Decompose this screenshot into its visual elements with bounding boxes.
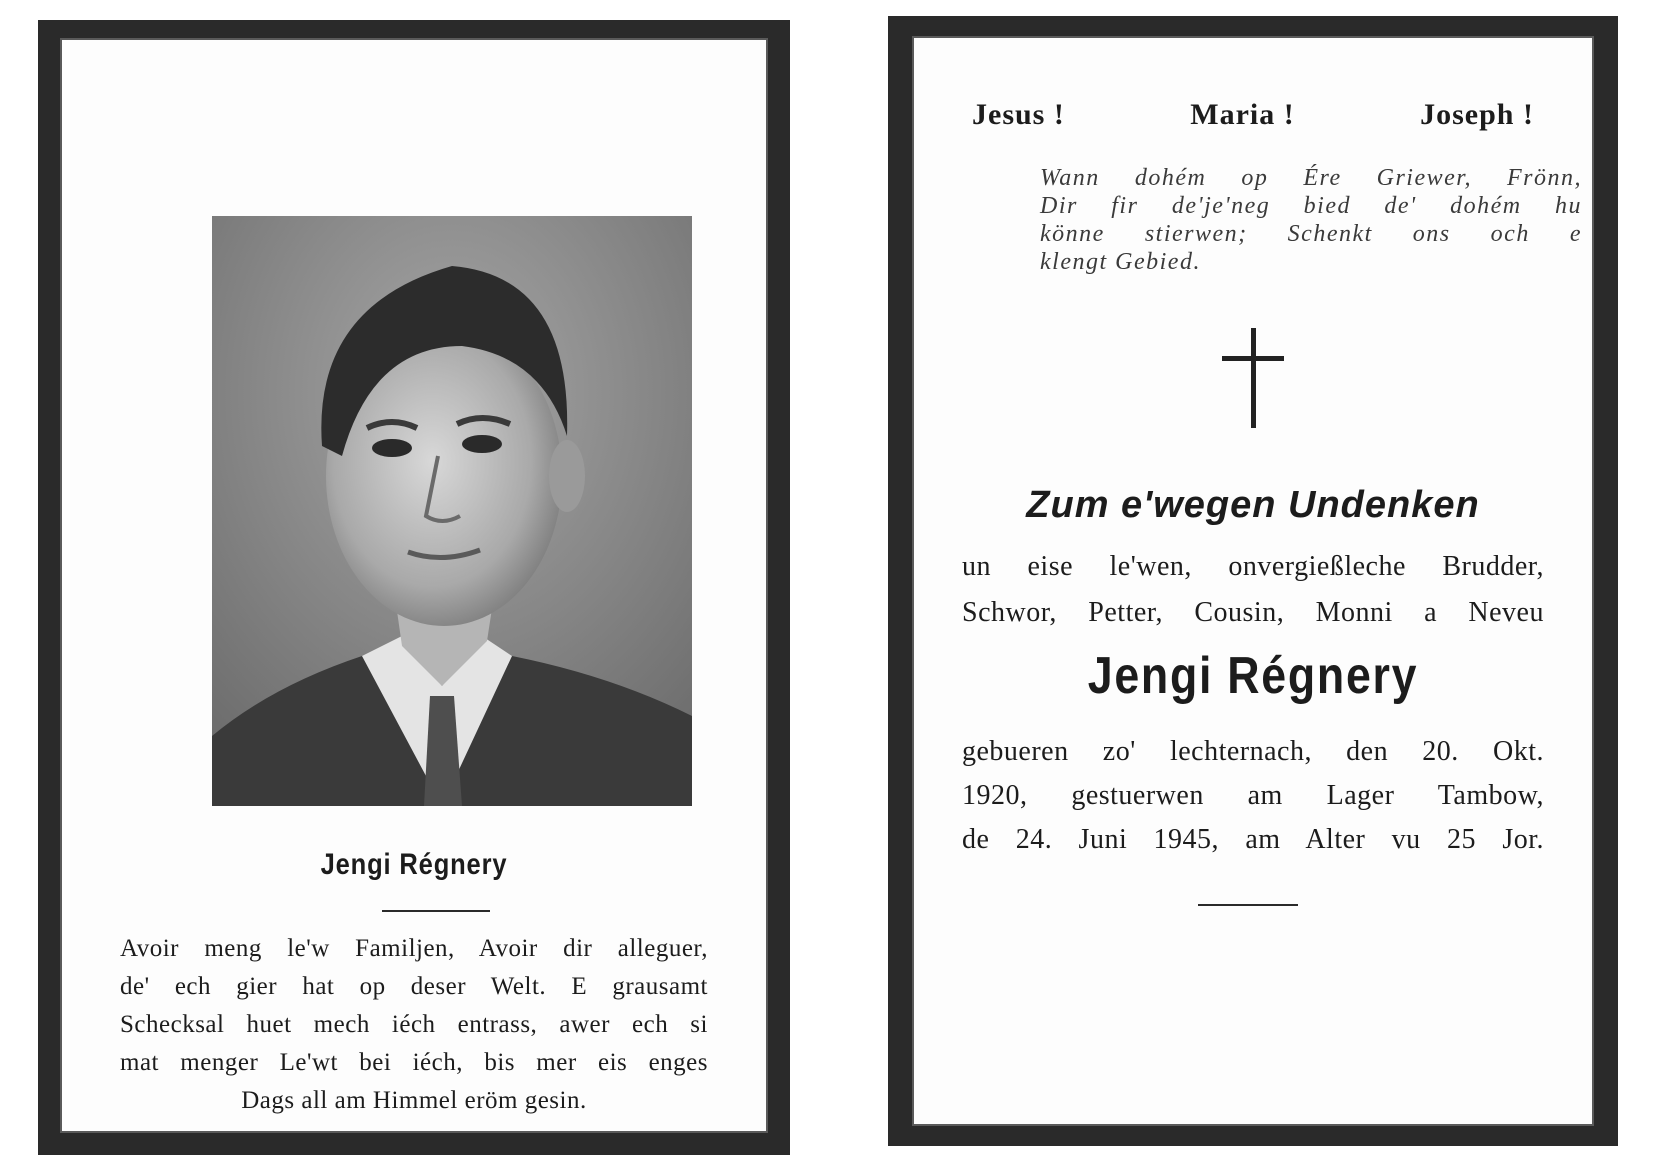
prayer-line: Wann dohém op Ére Griewer, Frönn, (1040, 165, 1582, 191)
deceased-name-large: Jengi Régnery (1087, 647, 1419, 705)
deceased-name: Jengi Régnery (320, 848, 508, 881)
divider-line (382, 910, 490, 912)
relation-text (962, 544, 1544, 636)
divider-line (1198, 904, 1298, 906)
farewell-line: Avoir meng le'w Familjen, Avoir dir alleguer, (120, 935, 708, 962)
memory-title: Zum e'wegen Undenken (1026, 484, 1480, 526)
memorial-card-right (888, 16, 1618, 1146)
prayer-text (1040, 164, 1582, 276)
invocation-jesus: Jesus ! (972, 98, 1065, 131)
birth-death-text (962, 730, 1544, 862)
prayer-line: Dir fir de'je'neg bied de' dohém hu (1040, 193, 1582, 219)
date-line: de 24. Juni 1945, am Alter vu 25 Jor. (962, 824, 1544, 855)
farewell-text (120, 930, 708, 1120)
invocation-joseph: Joseph ! (1420, 98, 1534, 131)
portrait-photo (212, 216, 692, 806)
memorial-card-left (38, 20, 790, 1155)
memorial-card-left-content (60, 38, 768, 1133)
portrait-illustration (212, 216, 692, 806)
invocations (972, 98, 1534, 132)
date-line: 1920, gestuerwen am Lager Tambow, (962, 780, 1544, 811)
cross-icon-horizontal (1222, 356, 1284, 361)
farewell-line: Dags all am Himmel eröm gesin. (241, 1087, 587, 1114)
relation-line: un eise le'wen, onvergießleche Brudder, (962, 551, 1544, 582)
farewell-line: Schecksal huet mech iéch entrass, awer ech si (120, 1011, 708, 1038)
relation-line: Schwor, Petter, Cousin, Monni a Neveu (962, 597, 1544, 628)
prayer-line: könne stierwen; Schenkt ons och e (1040, 221, 1582, 247)
memorial-card-right-content (912, 36, 1594, 1126)
invocation-maria: Maria ! (1190, 98, 1295, 131)
cross-icon-vertical (1251, 328, 1256, 428)
date-line: gebueren zo' lechternach, den 20. Okt. (962, 736, 1544, 767)
prayer-line: klengt Gebied. (1040, 249, 1201, 275)
farewell-line: de' ech gier hat op deser Welt. E grausamt (120, 973, 708, 1000)
cross-icon (1222, 328, 1284, 428)
farewell-line: mat menger Le'wt bei iéch, bis mer eis enges (120, 1049, 708, 1076)
